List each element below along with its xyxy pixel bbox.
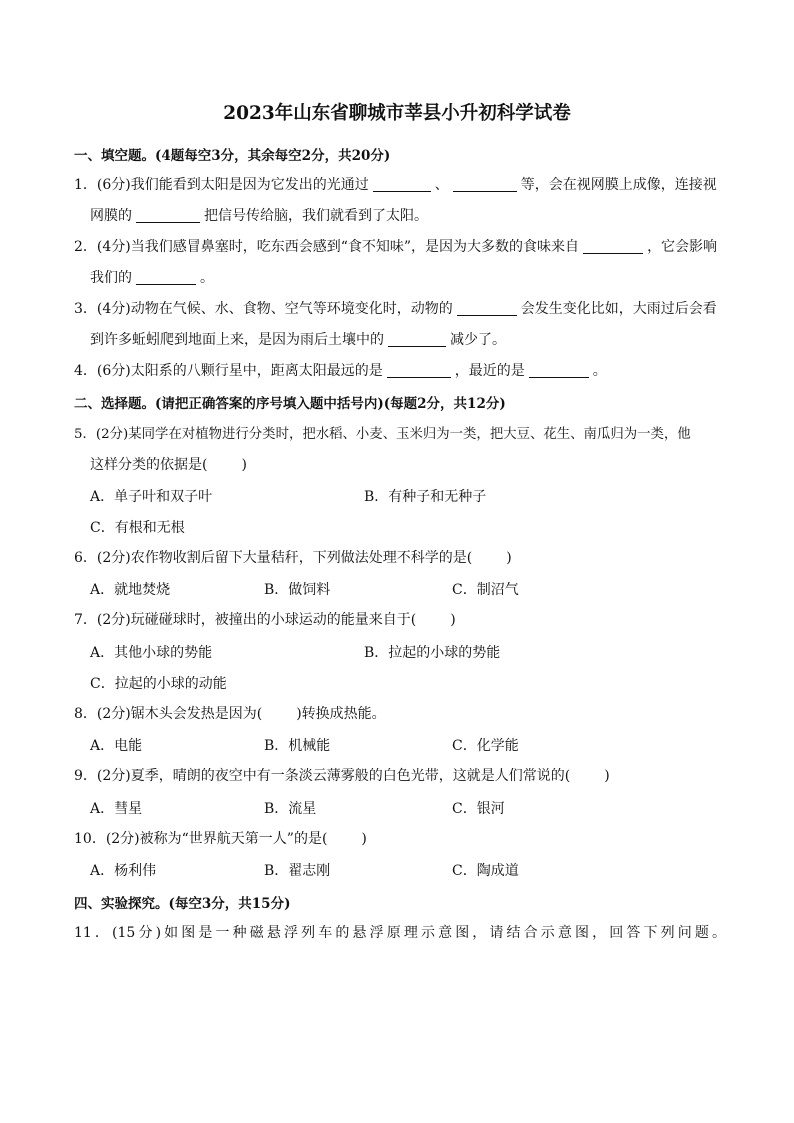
section-heading-choice: 二、选择题。(请把正确答案的序号填入题中括号内)(每题2分，共12分) (74, 396, 506, 412)
option-a[interactable]: A．其他小球的势能 (90, 645, 213, 661)
option-a[interactable]: A．就地焚烧 (90, 582, 171, 598)
option-a[interactable]: A．杨利伟 (90, 863, 157, 879)
option-b[interactable]: B．有种子和无种子 (364, 489, 487, 505)
option-a[interactable]: A．单子叶和双子叶 (90, 489, 213, 505)
answer-blank[interactable] (136, 208, 200, 223)
option-c[interactable]: C．化学能 (452, 738, 519, 754)
option-b[interactable]: B．流星 (264, 801, 317, 817)
option-b[interactable]: B．做饲料 (264, 582, 331, 598)
question-1: 1．(6分)我们能看到太阳是因为它发出的光通过 、 等，会在视网膜上成像，连接视 网膜的 把信号传给脑，我们就看到了太阳。 (74, 177, 717, 224)
option-b[interactable]: B．翟志刚 (264, 863, 331, 879)
answer-blank[interactable] (387, 363, 451, 378)
answer-blank[interactable] (457, 301, 517, 316)
option-a[interactable]: A．电能 (90, 738, 143, 754)
option-c[interactable]: C．陶成道 (452, 863, 519, 879)
option-a[interactable]: A．彗星 (90, 801, 143, 817)
option-b[interactable]: B．拉起的小球的势能 (364, 645, 501, 661)
question-2: 2．(4分)当我们感冒鼻塞时，吃东西会感到“食不知味”，是因为大多数的食味来自 ，它会影响 我们的 。 (74, 239, 718, 286)
question-4: 4．(6分)太阳系的八颗行星中，距离太阳最远的是 ，最近的是 。 (74, 363, 607, 379)
answer-blank[interactable] (583, 239, 643, 254)
option-c[interactable]: C．银河 (452, 801, 505, 817)
question-6: 6．(2分)农作物收割后留下大量秸秆，下列做法处理不科学的是( ) (74, 550, 512, 566)
option-c[interactable]: C．制沼气 (452, 582, 519, 598)
answer-blank[interactable] (136, 270, 196, 285)
question-3: 3．(4分)动物在气候、水、食物、空气等环境变化时，动物的 会发生变化比如，大雨过后会看 到许多蚯蚓爬到地面上来，是因为雨后土壤中的 减少了。 (74, 301, 717, 348)
question-5: 5．(2分)某同学在对植物进行分类时，把水稻、小麦、玉米归为一类，把大豆、花生、南瓜归为一类，他 这样分类的依据是( ) (74, 427, 691, 473)
option-b[interactable]: B．机械能 (264, 738, 331, 754)
answer-blank[interactable] (388, 332, 446, 347)
question-7: 7．(2分)玩碰碰球时，被撞出的小球运动的能量来自于( ) (74, 612, 456, 628)
answer-blank[interactable] (373, 177, 431, 192)
option-c[interactable]: C．拉起的小球的动能 (90, 676, 227, 692)
answer-blank[interactable] (529, 363, 589, 378)
question-9: 9．(2分)夏季，晴朗的夜空中有一条淡云薄雾般的白色光带，这就是人们常说的( ) (74, 768, 610, 784)
answer-blank[interactable] (453, 177, 517, 192)
section-heading-fill-in: 一、填空题。(4题每空3分，其余每空2分，共20分) (74, 148, 391, 164)
question-8: 8．(2分)锯木头会发热是因为( )转换成热能。 (74, 706, 386, 722)
page-title: 2023年山东省聊城市莘县小升初科学试卷 (223, 103, 571, 124)
option-c[interactable]: C．有根和无根 (90, 520, 185, 536)
question-11: 11．(15分)如图是一种磁悬浮列车的悬浮原理示意图，请结合示意图，回答下列问题。 (74, 925, 726, 941)
section-heading-experiment: 四、实验探究。(每空3分，共15分) (74, 896, 291, 912)
question-10: 10．(2分)被称为“世界航天第一人”的是( ) (74, 831, 367, 847)
